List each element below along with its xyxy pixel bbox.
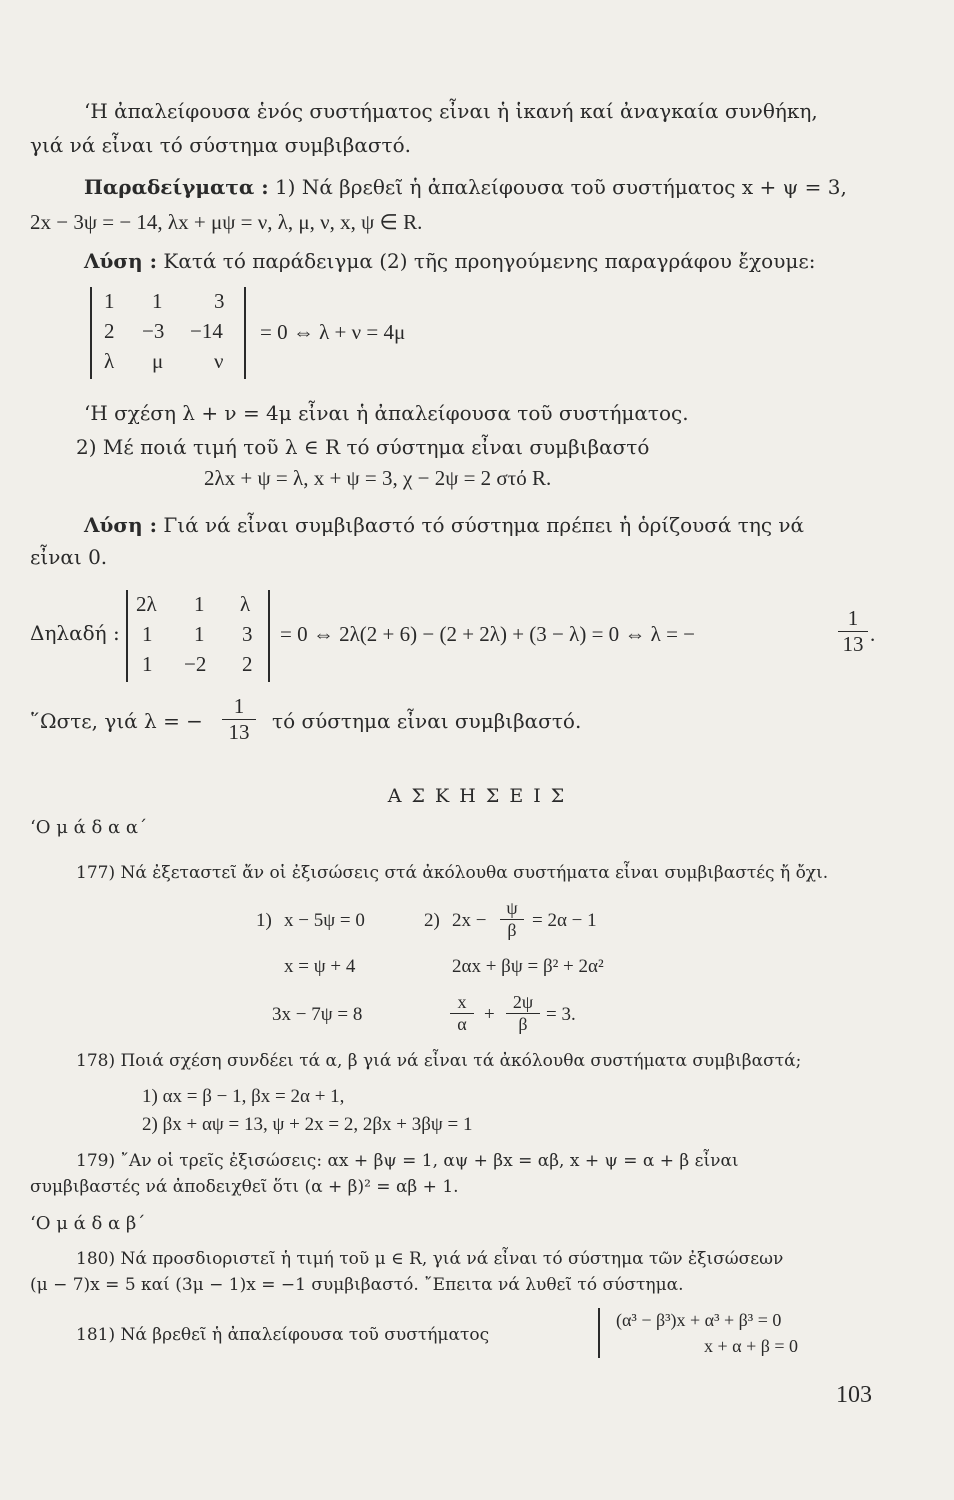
example-2-line-1: 2) Μέ ποιά τιμή τοῦ λ ∈ R τό σύστημα εἶναι συμβιβαστό xyxy=(76,435,650,459)
fraction-denominator: 13 xyxy=(842,632,864,656)
example-2-system: 2λx + ψ = λ, x + ψ = 3, χ − 2ψ = 2 στό R. xyxy=(204,466,552,490)
example-1-line-2: 2x − 3ψ = − 14, λx + μψ = ν, λ, μ, ν, x, ψ ∈ R. xyxy=(30,210,423,234)
solution-1-label: Λύση : xyxy=(84,249,158,273)
det2-cell: 2λ xyxy=(136,592,157,616)
system-2-eq-1b: = 2α − 1 xyxy=(532,910,597,931)
exercise-181: 181) Νά βρεθεῖ ἡ ἀπαλείφουσα τοῦ συστήματος xyxy=(76,1325,490,1345)
fraction-denominator: β xyxy=(507,920,517,940)
fraction-denominator: β xyxy=(518,1014,528,1034)
exercise-179-line-1: 179) ῎Αν οἱ τρεῖς ἐξισώσεις: αx + βψ = 1, αψ + βx = αβ, x + ψ = α + β εἶναι xyxy=(76,1151,739,1171)
group-b-label: ‘Ο μ ά δ α β΄ xyxy=(30,1213,146,1234)
det1-result: = 0 ⇔ λ + ν = 4μ xyxy=(260,320,406,344)
system-2-eq-1a: 2x − xyxy=(452,910,487,931)
group-a-label: ‘Ο μ ά δ α α΄ xyxy=(30,817,148,838)
fraction-denominator: 13 xyxy=(228,720,250,744)
system-2-plus: + xyxy=(484,1004,495,1025)
fraction-numerator: 2ψ xyxy=(506,992,540,1014)
det1-cell: −14 xyxy=(190,319,223,343)
example-1-line-1 xyxy=(84,176,847,199)
det1-cell: −3 xyxy=(142,319,165,343)
relation-line: ‘Η σχέση λ + ν = 4μ εἶναι ἡ ἀπαλείφουσα τοῦ συστήματος. xyxy=(84,401,689,425)
exercise-178-2: 2) βx + αψ = 13, ψ + 2x = 2, 2βx + 3βψ = 1 xyxy=(142,1114,473,1135)
conclusion-start: ῞Ωστε, γιά λ = − xyxy=(30,709,203,733)
determinant-2 xyxy=(126,590,270,682)
det2-cell: 1 xyxy=(194,622,205,646)
det1-cell: ν xyxy=(214,349,224,373)
system-2-eq-3-end: = 3. xyxy=(546,1004,576,1025)
intro-line-2: γιά νά εἶναι τό σύστημα συμβιβαστό. xyxy=(30,133,411,157)
examples-label: Παραδείγματα : xyxy=(84,175,269,199)
solution-2-line xyxy=(84,514,804,537)
fraction-numerator: ψ xyxy=(500,898,524,920)
system-1-label: 1) xyxy=(256,910,272,931)
det2-cell: 1 xyxy=(142,622,153,646)
det2-cell: 3 xyxy=(242,622,253,646)
exercise-177: 177) Νά ἐξεταστεῖ ἄν οἱ ἐξισώσεις στά ἀκόλουθα συστήματα εἶναι συμβιβαστές ἤ ὄχι. xyxy=(76,863,829,883)
det1-cell: 1 xyxy=(152,289,163,313)
det2-cell: 1 xyxy=(142,652,153,676)
conclusion-end: τό σύστημα εἶναι συμβιβαστό. xyxy=(272,709,582,733)
system-2-label: 2) xyxy=(424,910,440,931)
fraction-denominator: α xyxy=(457,1014,467,1034)
page-number: 103 xyxy=(836,1382,872,1408)
det1-cell: λ xyxy=(104,349,115,373)
system-2-eq-2: 2αx + βψ = β² + 2α² xyxy=(452,956,604,977)
det2-period: . xyxy=(870,622,876,646)
conclusion-fraction xyxy=(222,694,256,745)
det1-cell: μ xyxy=(152,349,164,373)
system-bar xyxy=(598,1308,600,1358)
solution-1-line xyxy=(84,250,815,273)
system-1-eq-1: x − 5ψ = 0 xyxy=(284,910,365,931)
det2-cell: 1 xyxy=(194,592,205,616)
exercise-180-line-1: 180) Νά προσδιοριστεῖ ἡ τιμή τοῦ μ ∈ R, γιά νά εἶναι τό σύστημα τῶν ἐξισώσεων xyxy=(76,1249,784,1269)
determinant-1 xyxy=(90,287,246,379)
fraction-numerator: x xyxy=(450,992,474,1014)
system-2-fraction-3 xyxy=(506,992,540,1035)
exercise-180-line-2: (μ − 7)x = 5 καί (3μ − 1)x = −1 συμβιβαστό. ῎Επειτα νά λυθεῖ τό σύστημα. xyxy=(30,1275,684,1295)
fraction-numerator: 1 xyxy=(838,606,868,632)
exercise-179-line-2: συμβιβαστές νά ἀποδειχθεῖ ὅτι (α + β)² = αβ + 1. xyxy=(30,1177,459,1197)
fraction-numerator: 1 xyxy=(222,694,256,720)
exercises-heading: Α Σ Κ Η Σ Ε Ι Σ xyxy=(387,785,567,807)
example-1-text: 1) Νά βρεθεῖ ἡ ἀπαλείφουσα τοῦ συστήματος x + ψ = 3, xyxy=(274,175,847,199)
det2-cell: −2 xyxy=(184,652,207,676)
det1-cell: 1 xyxy=(104,289,115,313)
det2-result: = 0 ⇔ 2λ(2 + 6) − (2 + 2λ) + (3 − λ) = 0 ⇔ λ = − xyxy=(280,622,696,646)
system-2-fraction-1 xyxy=(500,898,524,941)
det1-cell: 2 xyxy=(104,319,115,343)
det1-cell: 3 xyxy=(214,289,225,313)
det2-cell: 2 xyxy=(242,652,253,676)
det2-fraction xyxy=(838,606,868,657)
system-1-eq-3: 3x − 7ψ = 8 xyxy=(272,1004,363,1025)
det2-cell: λ xyxy=(240,592,251,616)
solution-2-line-2: εἶναι 0. xyxy=(30,545,108,569)
exercise-181-eq-1: (α³ − β³)x + α³ + β³ = 0 xyxy=(616,1310,782,1330)
intro-line-1: ‘Η ἀπαλείφουσα ἑνός συστήματος εἶναι ἡ ἱκανή καί ἀναγκαία συνθήκη, xyxy=(84,99,818,123)
exercise-181-eq-2: x + α + β = 0 xyxy=(704,1336,799,1356)
exercise-178: 178) Ποιά σχέση συνδέει τά α, β γιά νά εἶναι τά ἀκόλουθα συστήματα συμβιβαστά; xyxy=(76,1051,802,1071)
solution-2-label: Λύση : xyxy=(84,513,158,537)
exercise-178-1: 1) αx = β − 1, βx = 2α + 1, xyxy=(142,1086,345,1107)
solution-2-text: Γιά νά εἶναι συμβιβαστό τό σύστημα πρέπει ἡ ὁρίζουσά της νά xyxy=(163,513,805,537)
system-1-eq-2: x = ψ + 4 xyxy=(284,956,356,977)
det2-prefix: Δηλαδή : xyxy=(30,621,120,645)
system-2-fraction-2 xyxy=(450,992,474,1035)
solution-1-text: Κατά τό παράδειγμα (2) τῆς προηγούμενης παραγράφου ἔχουμε: xyxy=(163,249,816,273)
